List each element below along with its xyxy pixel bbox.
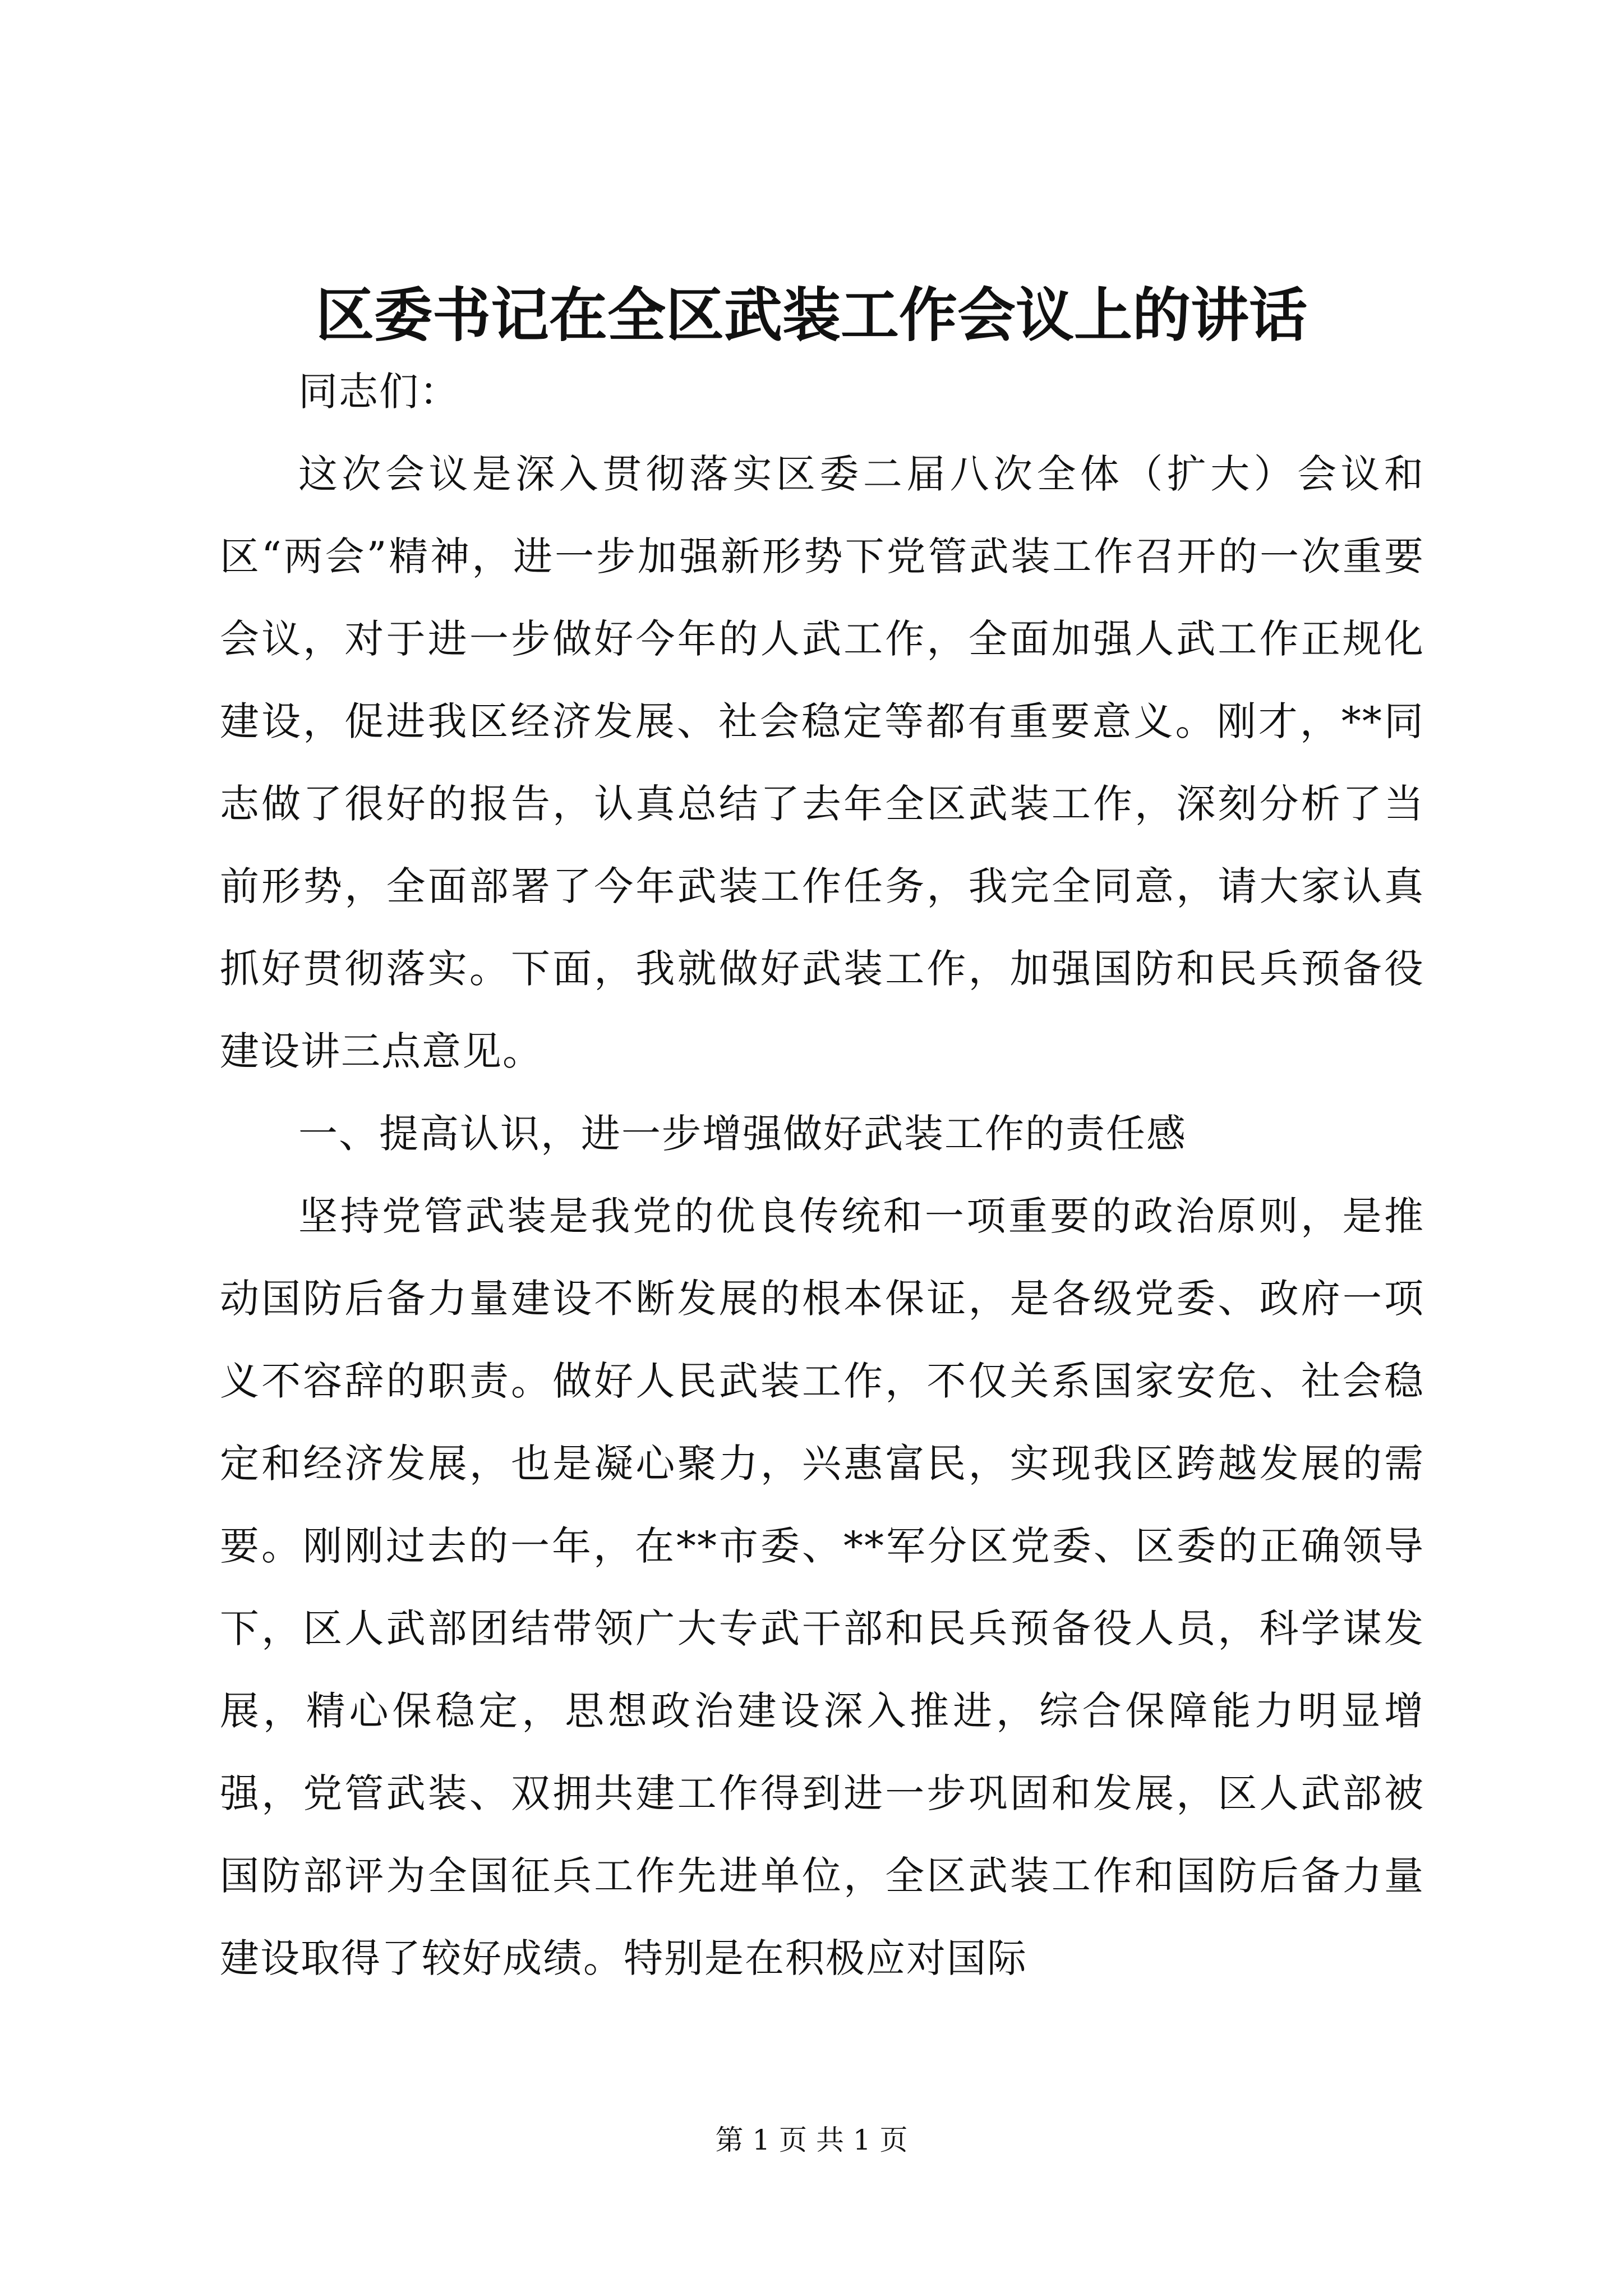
- intro-paragraph: 这次会议是深入贯彻落实区委二届八次全体（扩大）会议和区“两会”精神，进一步加强新形势下党管武装工作召开的一次重要会议，对于进一步做好今年的人武工作，全面加强人武工作正规化建设，促进我区经济发展、社会稳定等都有重要意义。刚才，**同志做了很好的报告，认真总结了去年全区武装工作，深刻分析了当前形势，全面部署了今年武装工作任务，我完全同意，请大家认真抓好贯彻落实。下面，我就做好武装工作，加强国防和民兵预备役建设讲三点意见。: [220, 451, 1424, 1074]
- salutation-paragraph: 同志们：: [298, 369, 460, 415]
- body-paragraph: 坚持党管武装是我党的优良传统和一项重要的政治原则，是推动国防后备力量建设不断发展的根本保证，是各级党委、政府一项义不容辞的职责。做好人民武装工作，不仅关系国家安危、社会稳定和经济发展，也是凝心聚力，兴惠富民，实现我区跨越发展的需要。刚刚过去的一年，在**市委、**军分区党委、区委的正确领导下，区人武部团结带领广大专武干部和民兵预备役人员，科学谋发展，精心保稳定，思想政治建设深入推进，综合保障能力明显增强，党管武装、双拥共建工作得到进一步巩固和发展，区人武部被国防部评为全国征兵工作先进单位，全区武装工作和国防后备力量建设取得了较好成绩。特别是在积极应对国际: [220, 1193, 1424, 1981]
- document-body: [220, 351, 1424, 2000]
- page-footer: 第 1 页 共 1 页: [715, 2124, 908, 2156]
- document-title: 区委书记在全区武装工作会议上的讲话: [315, 280, 1307, 349]
- section-heading: 一、提高认识，进一步增强做好武装工作的责任感: [298, 1111, 1187, 1157]
